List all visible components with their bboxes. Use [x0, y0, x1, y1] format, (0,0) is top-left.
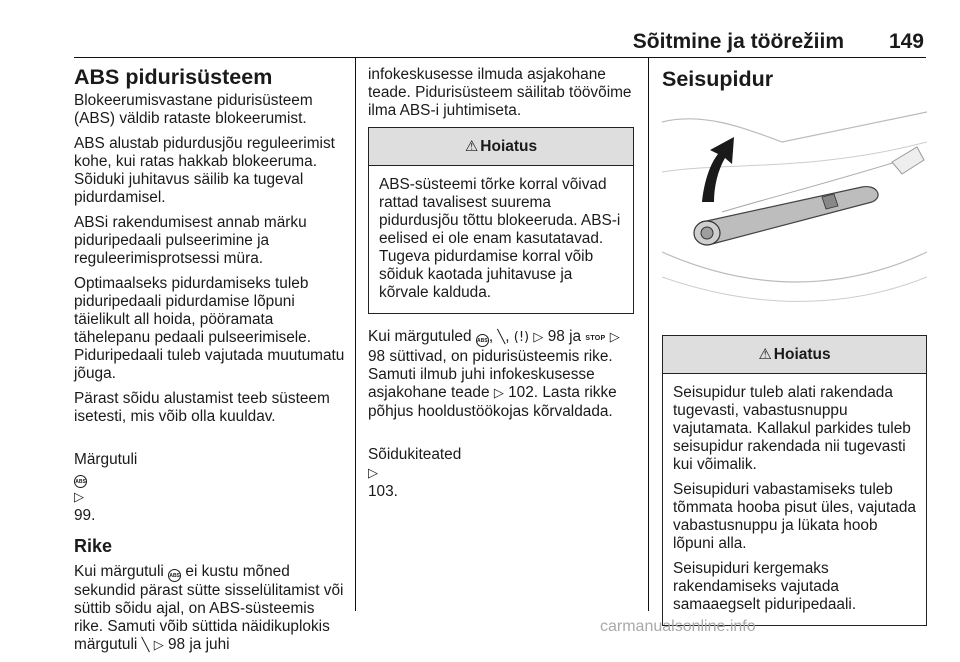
fault-text-b: ei kustu mõned sekundid pärast sütte sisselülitamist või süttib sõidu ajal, on ABS-süsteemis rike. Samuti võib süttida näidikuplokis märgutuli	[74, 563, 344, 653]
warning-body	[663, 374, 926, 625]
column-divider-1	[355, 57, 356, 611]
fault-remedy: 102. Lasta rikke põhjus hooldustöökojas kõrvaldada.	[368, 384, 617, 420]
abs-warning-icon: ABS	[476, 334, 489, 347]
column-1	[74, 60, 346, 662]
abs-warning-icon: ABS	[168, 569, 181, 582]
reference-arrow-icon: ▷	[74, 490, 84, 505]
reference-arrow-icon: ▷	[533, 330, 544, 345]
abs-paragraph-5: Pärast sõidu alustamist teeb süsteem isetesti, mis võib olla kuuldav.	[74, 390, 330, 425]
continued-paragraph: infokeskusesse ilmuda asjakohane teade. Pidurisüsteem säilitab töövõime ilma ABS-i juhtimiseta.	[368, 66, 632, 119]
abs-warning-icon: ABS	[74, 475, 87, 488]
abs-paragraph-6	[74, 433, 346, 525]
column-divider-2	[648, 57, 649, 611]
warning-title: Hoiatus	[773, 346, 831, 363]
page-reference: 98 ja juhi	[167, 636, 230, 653]
indicator-text: Kui märgutuled	[368, 328, 472, 345]
warning-header	[663, 336, 926, 374]
brake-indicator-paragraph: Kui märgutuled ABS, ╲, (!) ▷ 98 ja STOP ▷ 98 süttivad, on pidurisüsteemis rike. Samuti ilmub juhi infokeskusesse asjakohane teade ▷ 102. Lasta rikke põhjus hooldustöökojas kõrvaldada.	[368, 328, 620, 420]
parking-brake-heading: Seisupidur	[662, 67, 774, 91]
reference-arrow-icon: ▷	[368, 466, 378, 481]
abs-paragraph-1: Blokeerumisvastane pidurisüsteem (ABS) väldib rataste blokeerumist.	[74, 92, 313, 127]
warning-title: Hoiatus	[480, 138, 538, 155]
indicator-text: Märgutuli	[74, 451, 138, 468]
page-reference: 103.	[368, 483, 398, 500]
brake-warning-icon: (!)	[513, 330, 530, 345]
warning-text-1: Seisupidur tuleb alati rakendada tugevasti, vabastusnuppu vajutamata. Kallakul parkides tuleb seisupidur rakendada nii tugevasti kui võimalik.	[673, 384, 911, 473]
header-divider	[74, 57, 926, 58]
warning-triangle-icon: ⚠	[758, 345, 772, 363]
reference-arrow-icon: ▷	[609, 330, 620, 345]
warning-header	[369, 128, 633, 166]
parking-brake-illustration	[662, 102, 927, 314]
abs-paragraph-4: Optimaalseks pidurdamiseks tuleb piduripedaali pidurdamise lõpuni täielikult all hoida, pööramata tähelepanu pedaali pulseerimisele. Piduripedaali tuleb vajutada muutumatu jõuga.	[74, 275, 345, 382]
page-reference: 98 ja	[547, 328, 582, 345]
reference-arrow-icon: ▷	[153, 638, 164, 653]
section-title: Sõitmine ja töörežiim	[632, 30, 844, 53]
warning-triangle-icon: ⚠	[464, 137, 479, 155]
warning-text: ABS-süsteemi tõrke korral võivad rattad tavalisest suurema pidurdusjõu tõttu blokeeruda. ABS-i eelised ei ole enam kasutatavad. Tugeva pidurdamise korral võib sõiduk kaotada juhitavuse ja kõrvale kalduda.	[379, 176, 621, 301]
stop-icon: STOP	[585, 335, 606, 342]
column-2	[368, 60, 634, 508]
abs-heading: ABS pidurisüsteem	[74, 65, 273, 89]
abs-warning-box	[368, 127, 634, 314]
column-3	[662, 60, 927, 640]
warning-body	[369, 166, 633, 313]
parking-brake-warning-box	[662, 335, 927, 626]
fault-paragraph	[74, 563, 346, 655]
vehicle-messages-text: Sõidukiteated	[368, 446, 462, 463]
fault-text-a: Kui märgutuli	[74, 563, 164, 580]
wrench-icon: ╲	[497, 330, 506, 345]
warning-text-3: Seisupiduri kergemaks rakendamiseks vajutada samaaegselt piduripedaali.	[673, 560, 857, 613]
warning-text-2: Seisupiduri vabastamiseks tuleb tõmmata hooba pisut üles, vajutada vabastusnuppu ja lükata hoob lõpuni alla.	[673, 481, 916, 552]
vehicle-messages-paragraph	[368, 428, 634, 501]
fault-description: 98 süttivad, on pidurisüsteemis rike. Samuti ilmub juhi infokeskusesse asjakohane teade	[368, 348, 613, 401]
abs-paragraph-2: ABS alustab pidurdusjõu reguleerimist kohe, kui ratas hakkab blokeeruma. Sõiduki juhitavus säilib ka tugeval pidurdamisel.	[74, 135, 335, 206]
reference-arrow-icon: ▷	[493, 386, 504, 401]
abs-paragraph-3: ABSi rakendumisest annab märku piduripedaali pulseerimine ja reguleerimisprotsessi müra.	[74, 214, 307, 267]
fault-heading: Rike	[74, 536, 113, 556]
page-reference: 99.	[74, 507, 96, 524]
wrench-icon: ╲	[141, 638, 150, 653]
watermark: carmanualsonline.info	[600, 618, 756, 635]
page-number: 149	[888, 30, 924, 53]
